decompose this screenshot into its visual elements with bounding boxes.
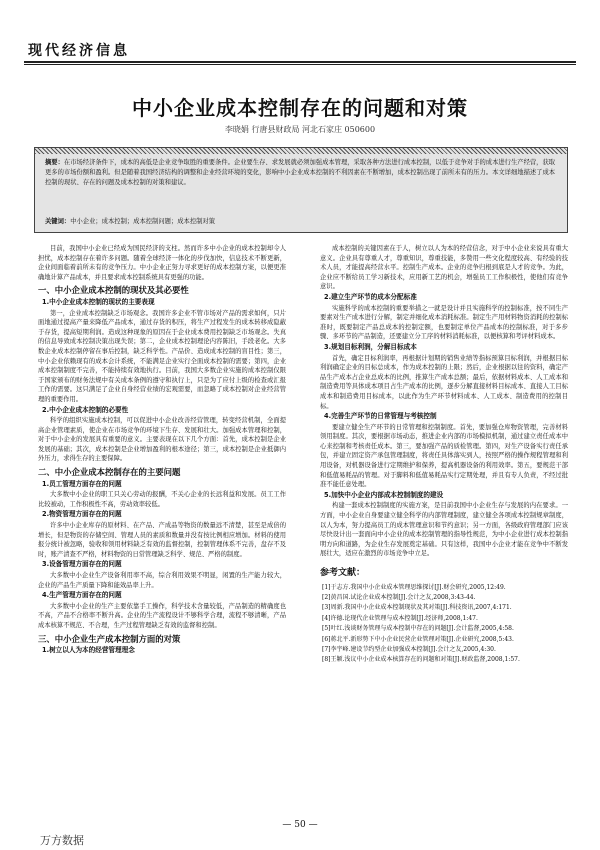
section-heading: 一、中小企业成本控制的现状及其必要性: [38, 285, 189, 296]
subsection-heading: 1.员工管理方面存在的问题: [42, 479, 122, 488]
reference-item: [8]王颖.浅议中小企业成本核算存在的问题和对策[J].财政监督,2008,1:57.: [322, 656, 520, 664]
paragraph: 大多数中小企业的职工只关心劳动的报酬，不关心企业的长远利益和发展。员工工作比较被动，工作积极性不高，劳动效率较低。: [38, 491, 286, 508]
reference-item: [1]于志方.我国中小企业成本管理思维探讨[J].财会研究,2005,12:49.: [322, 583, 506, 591]
abstract-text: 在市场经济条件下，成本的高低是企业竞争取胜的重要条件。企业要生存、求发展就必须加强成本管理，采取各种方法进行成本控制，以低于竞争对手的成本进行生产经营，获取更多的市场份额和盈利。但是随着我国经济结构的调整和企业经营环境的变化，影响中小企业成本控制的不利因素在不断增加，成本控制出现了前所未有的压力。本文详细地描述了成本控制的现状、存在的问题及成本控制的对策和建议。: [45, 159, 556, 186]
subsection-heading: 4.完善生产环节的日常管理与考核控制: [324, 412, 437, 421]
keywords-label: 关键词：: [45, 218, 71, 225]
abstract-label: 摘要：: [45, 159, 64, 166]
references-list: [320, 583, 568, 666]
paragraph: 科学的组织实施成本控制，可以促进中小企业改善经营管理，转变经营机制，全面提高企业管理素质，使企业在市场竞争的环境下生存、发展和壮大。加强成本管理和控制，对于中小企业的发展具有重要的意义。主要表现在以下几个方面：首先，成本控制是企业发展的基础；其次，成本控制是企业增加盈利的根本途径；第三，成本控制是企业抵御内外压力，求得生存的主要保障。: [38, 417, 286, 463]
paragraph: 成本控制的关键因素在于人，树立以人为本的经营信念，对于中小企业来说具有重大意义。企业具有尊重人才，尊重知识，尊重技能，多赞用一些文化程度较高、有经验的技术人员，才能提高经营水平。控制生产成本。企业的竞争归根到底是人才的竞争。为此，企业应不断给员工学习新技术，应用新工艺的机会，增强员工工作积极性，使他们有竞争意识。: [320, 245, 568, 291]
subsection-heading: 1.树立以人为本的经营管理理念: [42, 646, 135, 655]
subsection-heading: 2.中小企业成本控制的必要性: [42, 405, 129, 414]
reference-item: [6]蒋北平.新形势下中小企业民营企业管理对策[J].企业研究,2008,5:43.: [322, 635, 514, 643]
paragraph: 目前，我国中小企业已经成为国民经济的支柱。然而许多中小企业的成本控制却令人担忧，成本控制存在着许多问题。随着全球经济一体化的步伐加快，信息技术不断更新，企业间面临着前所未有的竞争压力。中小企业正努力寻求更好的成本控制方案，以便更准确地计算产品成本，并且要求成本控制系统具有更强的功能。: [38, 245, 286, 281]
article-authors: 李晓娟 行唐县财政局 河北石家庄 050600: [224, 125, 376, 134]
subsection-heading: 3.设备管理方面存在的问题: [42, 560, 122, 569]
subsection-heading: 4.生产管理方面存在的问题: [42, 591, 122, 600]
subsection-heading: 2.建立生产环节的成本分配标准: [324, 292, 417, 301]
reference-item: [5]叶红.浅谈财务管理与成本控制中存在的问题[J].会计监督,2005,4:58.: [322, 625, 514, 633]
paragraph: 首先，确定目标利润率，再根据计划期的销售业绩等指标预算目标利润，并根据目标利润确定企业的目标总成本，作为成本控制的上限；然后，企业根据以往的资料，确定产品生产成本占企业总成本的比例，推算生产成本总额；最后，依据材料成本、人工成本和制造费用等具体成本项目占生产成本的比例，逐步分解直接材料目标成本、直接人工目标成本和制造费用目标成本，以此作为生产环节材料成本、人工成本、制造费用的控制目标。: [320, 354, 568, 410]
header-rule-thin: [24, 64, 576, 65]
subsection-heading: 1.中小企业成本控制的现状的主要表现: [42, 297, 155, 306]
abstract: [45, 158, 559, 188]
subsection-heading: 5.加快中小企业内部成本控制制度的建设: [324, 490, 444, 499]
paragraph: 许多中小企业库存的原材料、在产品、产成品等物资的数量远不清楚，甚至是成倍的增长，但是物资的存储空间、管理人员的素质和数量并没有按比例相应增加。材料的使用报分统计被忽略，验收和领用材料缺乏有效的监督控制，控制管理体系不完善，盘存不及时，账产清查不严格，材料物资的日常管理缺乏科学、规范、严格的制度。: [38, 522, 286, 558]
paragraph: 要建立健全生产环节的日常管理和控制制度。首先，要加强仓库物资管理，完善材料领用制度。其次，要根据市场动态，推进企业内部的市场模拟机制，通过建立责任成本中心来控制和考核责任成本。第三，要加强产品的质检管理。第四，对生产设备实行责任承包，并建立固定资产承包管理制度，将责任具体落实到人，按照严格的操作规程管理和利用设备，对机器设备进行定期维护和保养，提高机器设备的利用效率。第五，要规范干部和低值易耗品的管理。对于脚料和低值易耗品实行定期处理，并且有专人负责，不经过批准不能任意处理。: [320, 423, 568, 489]
paragraph: 大多数中小企业的生产主要依靠手工操作，科学技术含量较低，产品制造的精确度也不高，产品不合格率不断升高。企业的生产流程设计不够科学合理，流程不够清晰，产品成本核算不规范、不合理，生产过程管理缺乏有效的监督和控制。: [38, 602, 286, 629]
section-heading: 二、中小企业成本控制存在的主要问题: [38, 467, 181, 478]
wanfang-watermark: 万方数据: [40, 834, 84, 847]
references-title: 参考文献：: [320, 568, 366, 578]
right-column-body: [320, 244, 568, 559]
abstract-box: [34, 147, 568, 233]
abstract-hatch-decoration: [35, 148, 567, 154]
page-number: — 50 —: [282, 820, 318, 830]
keywords: [45, 216, 559, 225]
header-rule: [24, 61, 576, 63]
subsection-heading: 3.规划目标利润，分解目标成本: [324, 342, 417, 351]
journal-header: 现代经济信息: [28, 43, 130, 59]
section-heading: 三、中小企业生产成本控制方面的对策: [38, 633, 181, 644]
left-column: [38, 244, 286, 657]
article-title: 中小企业成本控制存在的问题和对策: [132, 96, 468, 120]
right-column: [320, 244, 568, 666]
reference-item: [2]黄昌国.试论企业成本控制[J].会计之友,2008,3:43-44.: [322, 594, 476, 601]
keywords-text: 中小企业；成本控制；成本控制问题；成本控制对策: [70, 218, 216, 225]
paragraph: 第一，企业成本控制缺乏市场观念。我国许多企业不管市场对产品的需求如何，只片面地通过提高产量来降低产品成本，通过存货的积压，将生产过程发生的成本转移成隐蔽于存货，提高短期利润。造成这种现象的原因在于企业成本费用控制缺乏市场观念。失真的信息导致成本控制决策出现失误；第二，企业成本控制理论内容陈旧，手段老化。大多数企业成本控制停留在事后控制，缺乏科学性。产品价、造成成本控制的盲目性；第三，中小企业依赖现有的成本会计系统，不能满足企业实行全面成本控制的需要；第四，企业成本控制制度不完善，不能持续有效地执行。目前，我国大多数企业实施的成本控制仅限于国家颁布的财务法规中有关成本条例的遵守和执行上，只是为了应付上级的检查或汇报工作的需要。这只满足了企业自身经营业绩的宏观需要，而忽略了成本控制对企业经营管理的重要作用。: [38, 309, 286, 403]
subsection-heading: 2.物资管理方面存在的问题: [42, 510, 122, 519]
paragraph: 构建一套成本控制制度的实施方案，是目前我国中小企业生存与发展的内在要求。一方面，中小企业自身要建立健全科学的内部管理制度，建立健全各项成本控制规章制度，以人为本，努力提高员工的成本管理意识和节约意识；另一方面，各级政府管理部门应该尽快设计出一套面向中小企业的成本控制管理的指导性规范，为中小企业进行成本控制指明方向和道路，为企业生存发展奠定基础。只有这样，我国中小企业才能在竞争中不断发展壮大，适应在激烈的市场竞争中立足。: [320, 502, 568, 558]
reference-item: [3]周新.我国中小企业成本控制现状及其对策[J].科技资讯,2007,4:171.: [322, 604, 512, 612]
reference-item: [4]许德.论现代企业管理与成本控制[J].经济师,2008,1:47.: [322, 614, 478, 622]
reference-item: [7]李宇峰.建设节约型企业加强成本控制[J].会计之友,2005,4:30.: [322, 646, 496, 654]
paragraph: 实施科学的成本控制的重要举措之一就是设计并且实施科学的控制标准，按不同生产要素对生产成本进行分解，制定并细化成本消耗标准。制定生产用材料物资消耗的控制标准时，既要制定产品总成本的控制定额，也要制定单位产品成本的控制标准，对于多步骤、多环节的产品制造，还要建立分工序的材料消耗标准，以便核算和考评材料成本。: [320, 304, 568, 341]
paragraph: 大多数中小企业生产设备利用率不高，综合利用效果不明显，闲置的生产能力较大，企业的产品生产质量下降和能效品率上升。: [38, 572, 286, 589]
